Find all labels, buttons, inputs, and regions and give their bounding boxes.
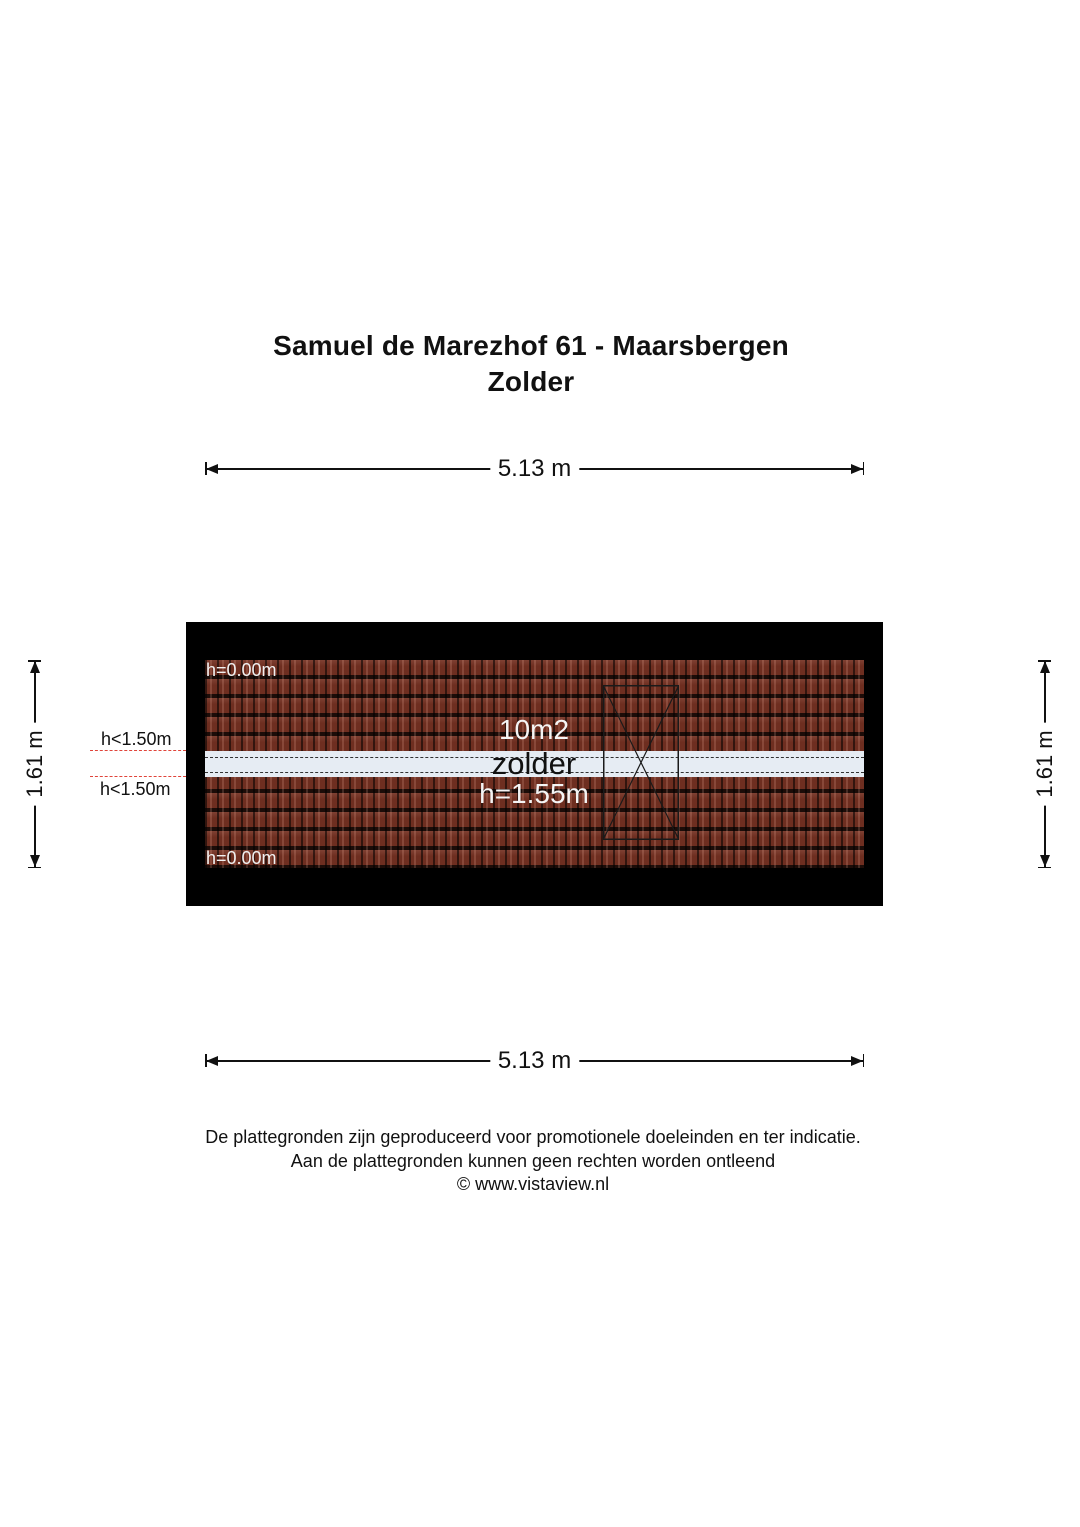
- bottom-width-label: 5.13 m: [490, 1046, 579, 1076]
- copyright-link[interactable]: © www.vistaview.nl: [456, 1174, 610, 1194]
- height-limit-marker-line: [90, 776, 186, 777]
- arrow-down-icon: [30, 855, 40, 867]
- top-width-dimension: [205, 454, 864, 484]
- arrow-up-icon: [1040, 661, 1050, 673]
- arrow-right-icon: [851, 1056, 863, 1066]
- bottom-width-dimension: [205, 1046, 864, 1076]
- arrow-left-icon: [206, 464, 218, 474]
- disclaimer-line-2: Aan de plattegronden kunnen geen rechten worden ontleend: [290, 1151, 776, 1171]
- floorplan-title: Samuel de Marezhof 61 - Maarsbergen: [273, 330, 789, 361]
- height-limit-marker-line: [90, 750, 186, 751]
- arrow-down-icon: [1040, 855, 1050, 867]
- height-limit-lower: h<1.50m: [100, 779, 171, 799]
- left-depth-dimension: [20, 660, 50, 868]
- arrow-right-icon: [851, 464, 863, 474]
- disclaimer-line-1: De plattegronden zijn geproduceerd voor promotionele doeleinden en ter indicatie.: [205, 1127, 861, 1147]
- height-limit-upper: h<1.50m: [101, 729, 172, 749]
- corner-height-bottom: h=0.00m: [206, 848, 277, 868]
- room-name: zolder: [491, 746, 577, 781]
- room-area: 10m2: [498, 714, 570, 745]
- top-width-label: 5.13 m: [490, 454, 579, 484]
- right-depth-dimension: [1030, 660, 1060, 868]
- right-depth-label: 1.61 m: [1032, 722, 1058, 805]
- arrow-up-icon: [30, 661, 40, 673]
- floor-name: Zolder: [487, 366, 575, 397]
- corner-height-top: h=0.00m: [206, 660, 277, 680]
- arrow-left-icon: [206, 1056, 218, 1066]
- room-height: h=1.55m: [479, 778, 589, 809]
- left-depth-label: 1.61 m: [22, 722, 48, 805]
